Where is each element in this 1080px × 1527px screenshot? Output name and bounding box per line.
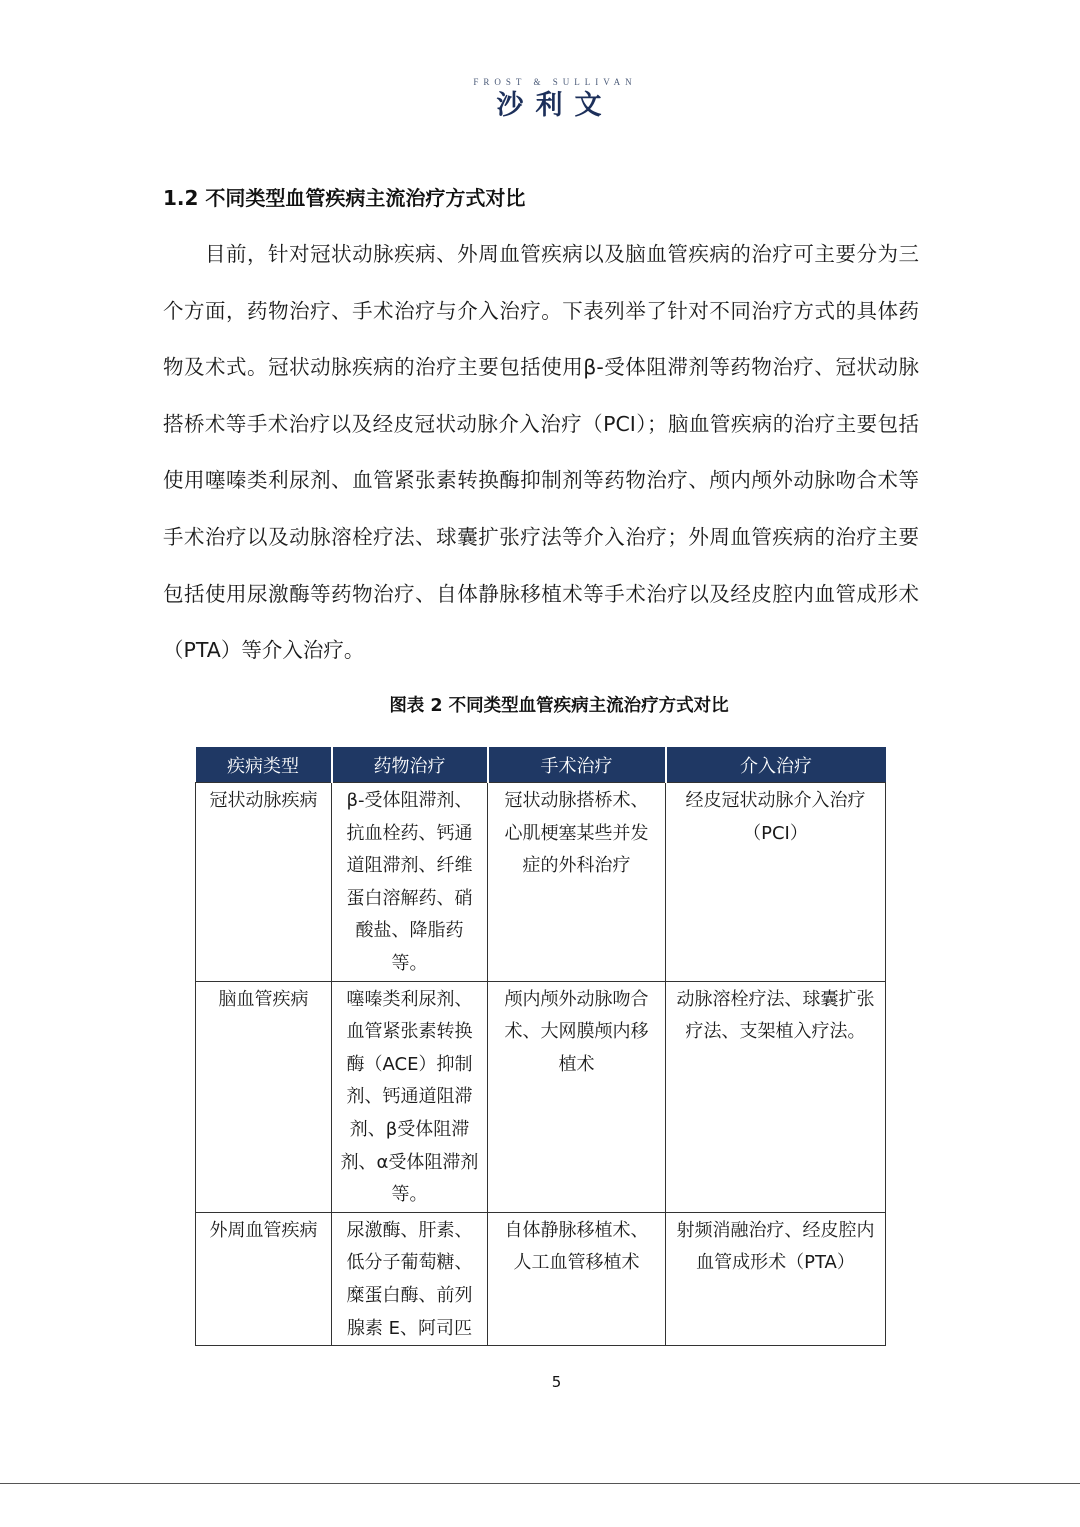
table-cell: 尿激酶、肝素、低分子葡萄糖、糜蛋白酶、前列腺素 E、阿司匹 — [332, 1212, 488, 1345]
header-disease-type: 疾病类型 — [196, 747, 332, 783]
body-paragraph: 目前，针对冠状动脉疾病、外周血管疾病以及脑血管疾病的治疗可主要分为三个方面，药物治疗、手术治疗与介入治疗。下表列举了针对不同治疗方式的具体药物及术式。冠状动脉疾病的治疗主要包括使用β-受体阻滞剂等药物治疗、冠状动脉搭桥术等手术治疗以及经皮冠状动脉介入治疗（PCI）；脑血管疾病的治疗主要包括使用噻嗪类利尿剂、血管紧张素转换酶抑制剂等药物治疗、颅内颅外动脉吻合术等手术治疗以及动脉溶栓疗法、球囊扩张疗法等介入治疗；外周血管疾病的治疗主要包括使用尿激酶等药物治疗、自体静脉移植术等手术治疗以及经皮腔内血管成形术（PTA）等介入治疗。 — [163, 242, 919, 663]
section-heading: 1.2 不同类型血管疾病主流治疗方式对比 — [163, 186, 526, 210]
table-row — [196, 981, 886, 1212]
header-drug-therapy: 药物治疗 — [332, 747, 488, 783]
header-interventional-therapy: 介入治疗 — [666, 747, 886, 783]
table-cell: 脑血管疾病 — [196, 981, 332, 1212]
table-header-row — [196, 747, 886, 783]
table-cell: 动脉溶栓疗法、球囊扩张疗法、支架植入疗法。 — [666, 981, 886, 1212]
logo-english: FROST & SULLIVAN — [473, 77, 637, 87]
table-cell: β-受体阻滞剂、抗血栓药、钙通道阻滞剂、纤维蛋白溶解药、硝酸盐、降脂药等。 — [332, 783, 488, 982]
page-number: 5 — [551, 1373, 562, 1391]
table-cell: 冠状动脉搭桥术、心肌梗塞某些并发症的外科治疗 — [488, 783, 666, 982]
table-cell: 经皮冠状动脉介入治疗（PCI） — [666, 783, 886, 982]
table-cell: 噻嗪类利尿剂、血管紧张素转换酶（ACE）抑制剂、钙通道阻滞剂、β受体阻滞剂、α受体阻滞剂等。 — [332, 981, 488, 1212]
table-cell: 颅内颅外动脉吻合术、大网膜颅内移植术 — [488, 981, 666, 1212]
table-cell: 自体静脉移植术、人工血管移植术 — [488, 1212, 666, 1345]
footer-divider — [0, 1483, 1080, 1484]
table-cell: 外周血管疾病 — [196, 1212, 332, 1345]
frost-sullivan-logo — [0, 76, 1080, 122]
table-caption: 图表 2 不同类型血管疾病主流治疗方式对比 — [389, 696, 729, 716]
logo-chinese: 沙利文 — [496, 90, 614, 121]
table-row — [196, 783, 886, 982]
table-cell: 冠状动脉疾病 — [196, 783, 332, 982]
table-row — [196, 1212, 886, 1345]
treatment-comparison-table — [195, 747, 886, 1346]
header-surgical-therapy: 手术治疗 — [488, 747, 666, 783]
table-cell: 射频消融治疗、经皮腔内血管成形术（PTA） — [666, 1212, 886, 1345]
